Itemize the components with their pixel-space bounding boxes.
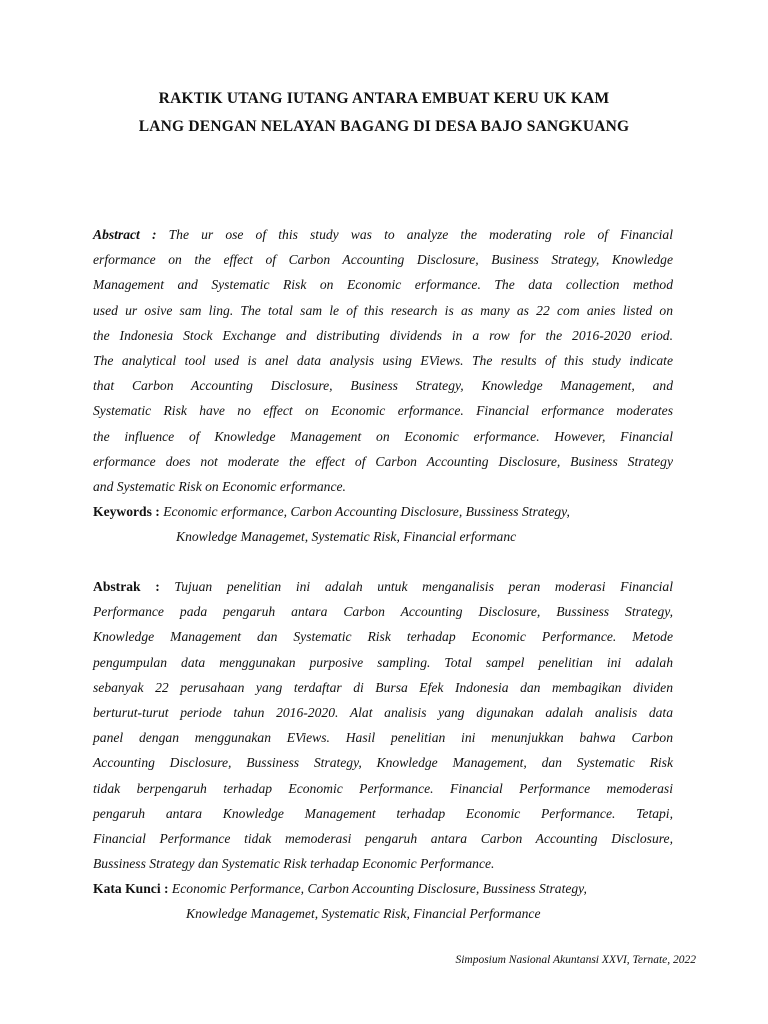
paper-title-line-1: RAKTIK UTANG IUTANG ANTARA EMBUAT KERU UK KAM — [158, 90, 610, 107]
abstract-indonesian-line: sebanyak 22 perusahaan yang terdaftar di Bursa Efek Indonesia dan membagikan dividen — [93, 679, 673, 695]
abstract-indonesian — [93, 574, 673, 876]
keywords-english-line: Keywords : Economic erformance, Carbon Accounting Disclosure, Bussiness Strategy, — [93, 504, 570, 519]
abstract-english-line: the Indonesia Stock Exchange and distributing dividends in a row for the 2016-2020 eriod. — [93, 327, 673, 343]
keywords-english-line: Knowledge Managemet, Systematic Risk, Financial erformanc — [176, 529, 517, 545]
abstract-indonesian-line: Abstrak : Tujuan penelitian ini adalah untuk menganalisis peran moderasi Financial — [93, 579, 673, 594]
abstract-indonesian-line: Knowledge Management dan Systematic Risk terhadap Economic Performance. Metode — [93, 629, 673, 645]
abstract-english-line: erformance on the effect of Carbon Accounting Disclosure, Business Strategy, Knowledge — [93, 252, 673, 268]
abstract-indonesian-line: berturut-turut periode tahun 2016-2020. Alat analisis yang digunakan adalah analisis data — [93, 704, 673, 720]
abstract-indonesian-line: tidak berpengaruh terhadap Economic Performance. Financial Performance memoderasi — [93, 780, 673, 796]
abstract-english-line: that Carbon Accounting Disclosure, Business Strategy, Knowledge Management, and — [93, 378, 673, 394]
keywords-indonesian-line: Kata Kunci : Economic Performance, Carbon Accounting Disclosure, Bussiness Strategy, — [93, 881, 587, 896]
abstract-indonesian-line: Bussiness Strategy dan Systematic Risk terhadap Economic Performance. — [93, 856, 495, 872]
abstract-english-line: and Systematic Risk on Economic erformance. — [93, 478, 346, 494]
abstract-indonesian-line: pengaruh antara Knowledge Management terhadap Economic Performance. Tetapi, — [93, 805, 673, 821]
kata-kunci-label: Kata Kunci : — [93, 881, 169, 896]
page-footer: Simposium Nasional Akuntansi XXVI, Ternate, 2022 — [455, 954, 696, 966]
abstrak-label: Abstrak : — [93, 579, 160, 594]
paper-title-line-2: LANG DENGAN NELAYAN BAGANG DI DESA BAJO SANGKUANG — [138, 118, 630, 135]
abstract-english-line: The analytical tool used is anel data analysis using EViews. The results of this study indicate — [93, 352, 673, 368]
keywords-indonesian — [93, 876, 673, 926]
abstract-indonesian-line: Accounting Disclosure, Bussiness Strategy, Knowledge Management, dan Systematic Risk — [93, 755, 673, 771]
keywords-english — [93, 499, 673, 549]
keywords-label: Keywords : — [93, 504, 160, 519]
abstract-indonesian-line: pengumpulan data menggunakan purposive sampling. Total sampel penelitian ini adalah — [93, 654, 673, 670]
abstract-english-line: Abstract : The ur ose of this study was to analyze the moderating role of Financial — [93, 227, 673, 242]
abstract-english-line: erformance does not moderate the effect of Carbon Accounting Disclosure, Business Strategy — [93, 453, 673, 469]
abstract-indonesian-line: Financial Performance tidak memoderasi pengaruh antara Carbon Accounting Disclosure, — [93, 830, 673, 846]
abstract-label: Abstract : — [93, 227, 157, 242]
keywords-indonesian-line: Knowledge Managemet, Systematic Risk, Financial Performance — [186, 906, 541, 922]
abstract-english-line: Systematic Risk have no effect on Economic erformance. Financial erformance moderates — [93, 403, 673, 419]
abstract-indonesian-line: panel dengan menggunakan EViews. Hasil penelitian ini menunjukkan bahwa Carbon — [93, 730, 673, 746]
abstract-english-line: used ur osive sam ling. The total sam le of this research is as many as 22 com anies listed on — [93, 302, 673, 318]
abstract-english-line: the influence of Knowledge Management on Economic erformance. However, Financial — [93, 428, 673, 444]
abstract-indonesian-line: Performance pada pengaruh antara Carbon Accounting Disclosure, Bussiness Strategy, — [93, 604, 673, 620]
abstract-english — [93, 222, 673, 499]
abstract-english-line: Management and Systematic Risk on Economic erformance. The data collection method — [93, 277, 673, 293]
